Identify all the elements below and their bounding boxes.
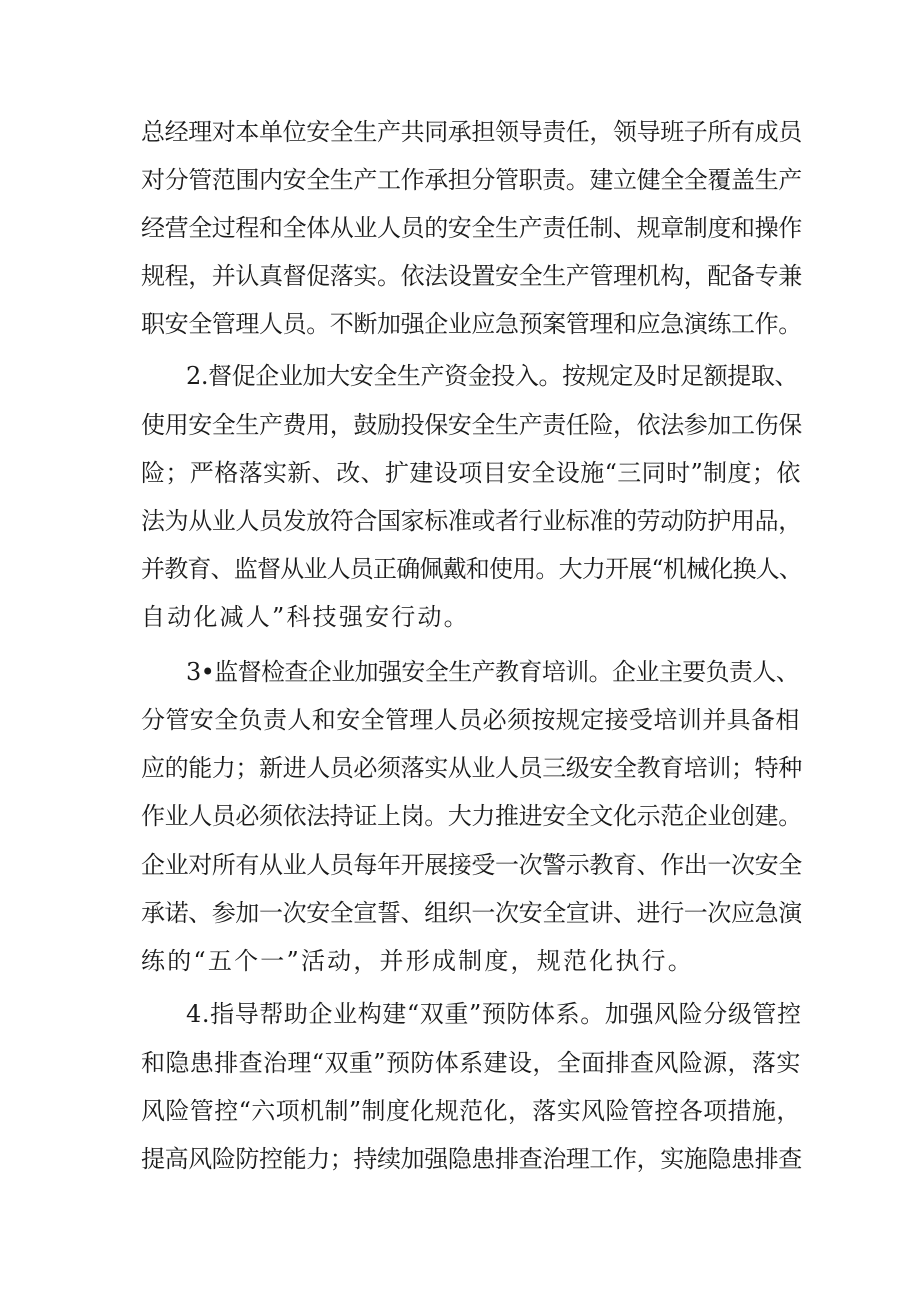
paragraph-3-line-2: 分管安全负责人和安全管理人员必须按规定接受培训并具备相 — [141, 706, 800, 734]
paragraph-1-line-5: 职安全管理人员。不断加强企业应急预案管理和应急演练工作。 — [141, 310, 802, 338]
paragraph-4-line-4: 提高风险防控能力；持续加强隐患排查治理工作，实施隐患排查 — [141, 1145, 802, 1173]
paragraph-3-line-4: 作业人员必须依法持证上岗。大力推进安全文化示范企业创建。 — [141, 802, 802, 830]
paragraph-3-line-3: 应的能力；新进人员必须落实从业人员三级安全教育培训；特种 — [141, 754, 802, 782]
paragraph-2-line-4: 法为从业人员发放符合国家标准或者行业标准的劳动防护用品， — [141, 507, 802, 535]
paragraph-4-line-1: 4.指导帮助企业构建“双重”预防体系。加强风险分级管控 — [186, 1000, 802, 1028]
paragraph-4-line-3: 风险管控“六项机制”制度化规范化，落实风险管控各项措施， — [141, 1097, 801, 1125]
paragraph-1-line-1: 总经理对本单位安全生产共同承担领导责任，领导班子所有成员 — [141, 118, 802, 146]
paragraph-1-line-2: 对分管范围内安全生产工作承担分管职责。建立健全全覆盖生产 — [141, 166, 802, 194]
paragraph-1-line-4: 规程，并认真督促落实。依法设置安全生产管理机构，配备专兼 — [141, 262, 802, 290]
paragraph-2-line-3: 险；严格落实新、改、扩建设项目安全设施“三同时”制度；依 — [141, 459, 801, 487]
paragraph-3-line-5: 企业对所有从业人员每年开展接受一次警示教育、作出一次安全 — [141, 851, 802, 879]
paragraph-3-line-7: 练的“五个一”活动，并形成制度，规范化执行。 — [141, 947, 694, 975]
paragraph-2-line-6: 自动化减人”科技强安行动。 — [141, 603, 470, 631]
paragraph-3-line-6: 承诺、参加一次安全宣誓、组织一次安全宣讲、进行一次应急演 — [141, 899, 802, 927]
paragraph-2-line-1: 2.督促企业加大安全生产资金投入。按规定及时足额提取、 — [186, 362, 799, 390]
paragraph-1-line-3: 经营全过程和全体从业人员的安全生产责任制、规章制度和操作 — [141, 214, 802, 242]
paragraph-2-line-2: 使用安全生产费用，鼓励投保安全生产责任险，依法参加工伤保 — [141, 411, 802, 439]
paragraph-2-line-5: 并教育、监督从业人员正确佩戴和使用。大力开展“机械化换人、 — [141, 555, 803, 583]
paragraph-4-line-2: 和隐患排查治理“双重”预防体系建设，全面排查风险源，落实 — [141, 1049, 801, 1077]
paragraph-3-line-1: 3•监督检查企业加强安全生产教育培训。企业主要负责人、 — [186, 658, 800, 686]
